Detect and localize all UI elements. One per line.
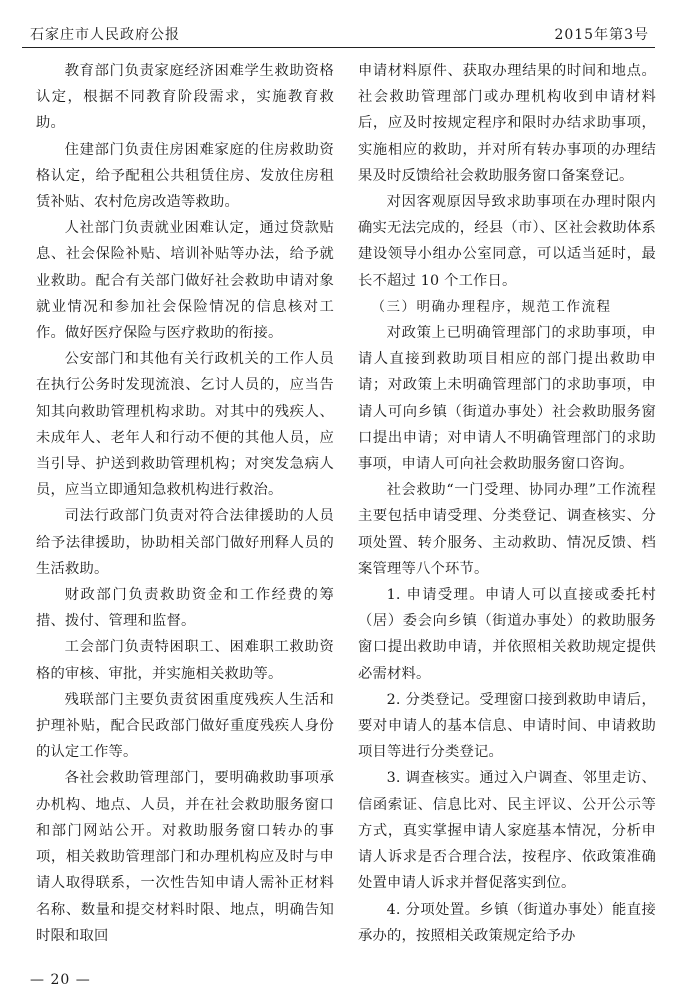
paragraph: 财政部门负责救助资金和工作经费的筹措、拨付、管理和监督。 [36, 587, 334, 630]
paragraph: 公安部门和其他有关行政机关的工作人员在执行公务时发现流浪、乞讨人员的，应当告知其向救助管理机构求助。对其中的残疾人、未成年人、老年人和行动不便的其他人员，应当引导、护送到救助管理机构；对突发急病人员，应当立即通知急救机构进行救治。 [36, 351, 334, 499]
paragraph: 住建部门负责住房困难家庭的住房救助资格认定，给予配租公共租赁住房、发放住房租赁补贴、农村危房改造等救助。 [36, 141, 334, 211]
paragraph: 各社会救助管理部门，要明确救助事项承办机构、地点、人员，并在社会救助服务窗口和部门网站公开。对救助服务窗口转办的事项，相关救助管理部门和办理机构应及时与申请人取得联系，一次性告知申请人需补正材料名称、数量和提交材料时限、地点，明确告知时限和取回 [36, 770, 334, 944]
header-divider [22, 47, 655, 48]
paragraph: 2. 分类登记。受理窗口接到救助申请后，要对申请人的基本信息、申请时间、申请救助项目等进行分类登记。 [358, 691, 656, 761]
paragraph: 3. 调查核实。通过入户调查、邻里走访、信函索证、信息比对、民主评议、公开公示等方式，真实掌握申请人家庭基本情况，分析申请人诉求是否合理合法，按程序、依政策准确处置申请人诉求并督促落实到位。 [358, 770, 656, 892]
paragraph: 人社部门负责就业困难认定，通过贷款贴息、社会保险补贴、培训补贴等办法，给予就业救助。配合有关部门做好社会救助申请对象就业情况和参加社会保险情况的信息核对工作。做好医疗保险与医疗救助的衔接。 [36, 220, 334, 342]
paragraph: 工会部门负责特困职工、困难职工救助资格的审核、审批，并实施相关救助等。 [36, 639, 334, 682]
right-column [358, 58, 656, 949]
paragraph: 教育部门负责家庭经济困难学生救助资格认定，根据不同教育阶段需求，实施教育救助。 [36, 63, 334, 132]
paragraph: 1. 申请受理。申请人可以直接或委托村（居）委会向乡镇（街道办事处）的救助服务窗口提出救助申请，并依照相关救助规定提供必需材料。 [358, 587, 656, 682]
paragraph: 司法行政部门负责对符合法律援助的人员给予法律援助，协助相关部门做好刑释人员的生活救助。 [36, 508, 334, 577]
paragraph: 社会救助“一门受理、协同办理”工作流程主要包括申请受理、分类登记、调查核实、分项处置、转介服务、主动救助、情况反馈、档案管理等八个环节。 [358, 482, 656, 577]
paragraph: 申请材料原件、获取办理结果的时间和地点。社会救助管理部门或办理机构收到申请材料后，应及时按规定程序和限时办结求助事项，实施相应的救助，并对所有转办事项的办理结果及时反馈给社会救助服务窗口备案登记。 [358, 63, 656, 184]
issue-number: 2015年第3号 [554, 27, 649, 43]
paragraph: 对因客观原因导致求助事项在办理时限内确实无法完成的，经县（市）、区社会救助体系建设领导小组办公室同意，可以适当延时，最长不超过 10 个工作日。 [358, 194, 656, 289]
paragraph: 4. 分项处置。乡镇（街道办事处）能直接承办的，按照相关政策规定给予办 [358, 901, 656, 944]
page-number: — 20 — [30, 972, 91, 988]
page-header [22, 22, 655, 48]
publication-title: 石家庄市人民政府公报 [30, 27, 180, 43]
section-subheading: （三）明确办理程序，规范工作流程 [371, 298, 612, 315]
paragraph: 对政策上已明确管理部门的求助事项，申请人直接到救助项目相应的部门提出救助申请；对政策上未明确管理部门的求助事项，申请人可向乡镇（街道办事处）社会救助服务窗口提出申请；对申请人不明确管理部门的求助事项，申请人可向社会救助服务窗口咨询。 [358, 325, 656, 473]
left-column [36, 58, 334, 949]
paragraph: 残联部门主要负责贫困重度残疾人生活和护理补贴，配合民政部门做好重度残疾人身份的认定工作等。 [36, 691, 334, 761]
